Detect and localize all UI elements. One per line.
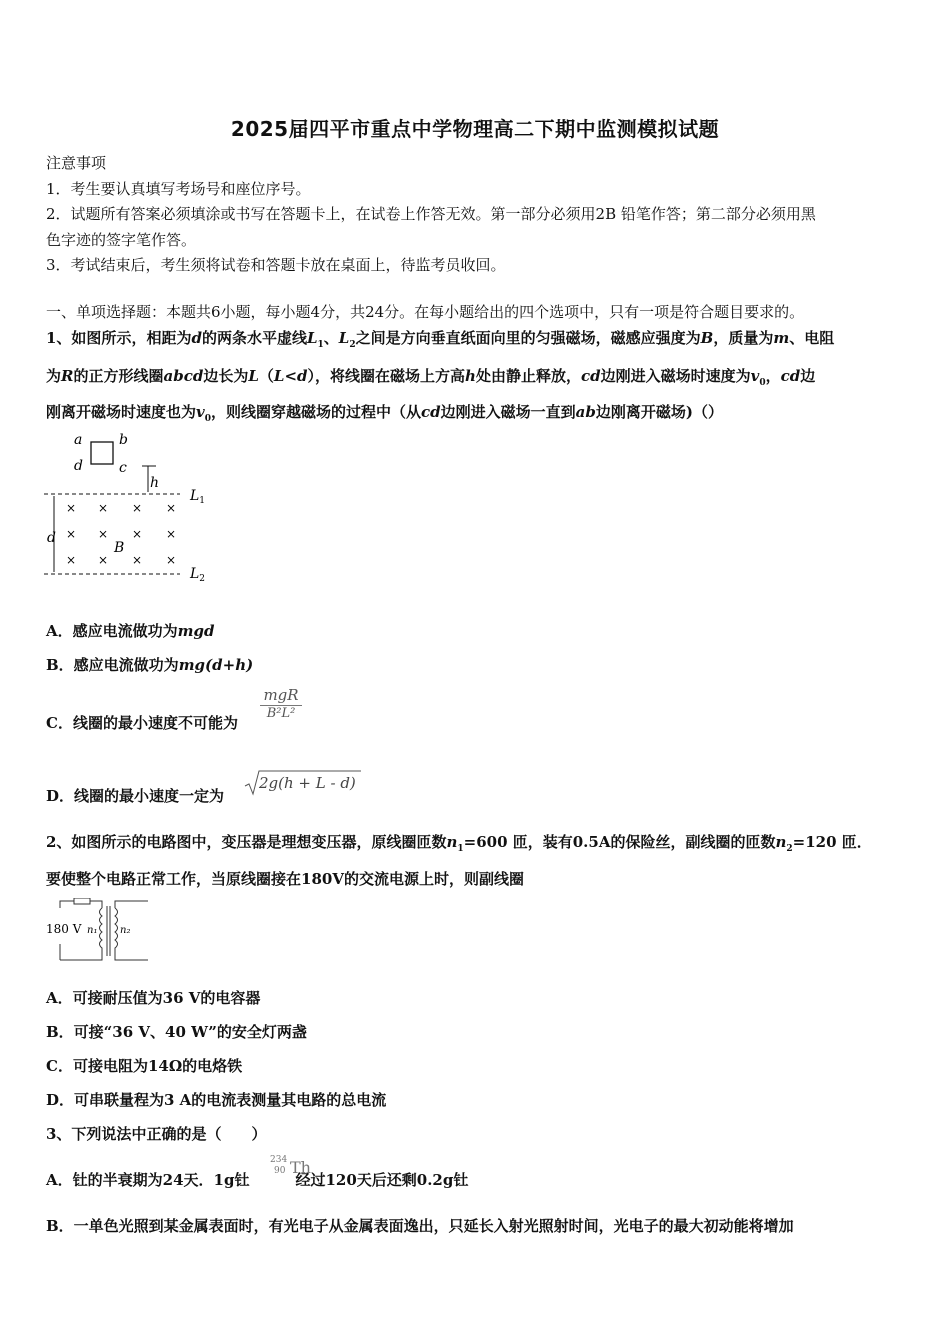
secondary-coil xyxy=(115,908,118,952)
sqrt-expression: 2g(h + L - d) xyxy=(259,774,356,792)
q1-stem-line2: 为R的正方形线圈abcd边长为L（L<d），将线圈在磁场上方高h处由静止释放，cd边刚进入磁场时速度为$v_0$，cd边 xyxy=(46,367,816,388)
magnetic-field-figure xyxy=(44,430,224,590)
label-L1: $L_1$ xyxy=(190,488,206,506)
svg-text:×: × xyxy=(66,527,77,541)
label-d: d xyxy=(74,458,83,474)
transformer-circuit-figure xyxy=(44,898,154,964)
nuclide-numbers: 234 90 xyxy=(270,1155,288,1176)
page-title: 2025届四平市重点中学物理高二下期中监测模拟试题 xyxy=(230,117,720,141)
q2-stem-line1: 2、如图所示的电路图中，变压器是理想变压器，原线圈匝数$n_1=600$ 匝，装有0.5A的保险丝，副线圈的匝数$n_2=120$ 匝． xyxy=(46,833,872,854)
svg-text:×: × xyxy=(166,527,177,541)
label-a: a xyxy=(74,432,83,448)
section-heading: 一、单项选择题：本题共6小题，每小题4分，共24分。在每小题给出的四个选项中，只有一项是符合题目要求的。 xyxy=(46,303,805,321)
q1-option-b: B．感应电流做功为mg(d+h) xyxy=(46,656,254,674)
q3-option-a: A．钍的半衰期为24天．1g钍 经过120天后还剩0.2g钍 xyxy=(46,1171,469,1189)
svg-text:×: × xyxy=(132,501,143,515)
label-b: b xyxy=(119,432,128,448)
svg-text:×: × xyxy=(132,553,143,567)
label-n1: n₁ xyxy=(87,925,98,936)
svg-text:×: × xyxy=(66,553,77,567)
q2-option-c: C．可接电阻为14Ω的电烙铁 xyxy=(46,1057,243,1075)
label-voltage: 180 V xyxy=(46,922,82,936)
svg-text:×: × xyxy=(98,501,109,515)
label-c: c xyxy=(119,460,127,476)
q1-stem-line1: 1、如图所示，相距为d的两条水平虚线$L_1$、$L_2$之间是方向垂直纸面向里的匀强磁场，磁感应强度为B，质量为m、电阻 xyxy=(46,329,835,350)
fuse xyxy=(74,898,90,904)
fraction-mgR-over-B2L2: mgR B²L² xyxy=(260,686,302,721)
label-L2: $L_2$ xyxy=(190,566,206,584)
q1-stem-line3: 刚离开磁场时速度也为$v_0$，则线圈穿越磁场的过程中（从cd边刚进入磁场一直到ab边刚离开磁场)（） xyxy=(46,403,723,424)
notice-item-3: 3．考试结束后，考生须将试卷和答题卡放在桌面上，待监考员收回。 xyxy=(46,256,506,274)
svg-text:×: × xyxy=(166,553,177,567)
label-n2: n₂ xyxy=(120,925,131,936)
q1-option-d: D．线圈的最小速度一定为 xyxy=(46,787,225,805)
q1-option-c: C．线圈的最小速度不可能为 xyxy=(46,714,238,732)
field-crosses xyxy=(66,501,176,567)
notice-item-2-cont: 色字迹的签字笔作答。 xyxy=(46,231,197,249)
label-B: B xyxy=(114,540,125,556)
notice-heading: 注意事项 xyxy=(46,154,107,172)
svg-text:×: × xyxy=(98,527,109,541)
notice-item-1: 1．考生要认真填写考场号和座位序号。 xyxy=(46,180,311,198)
label-d-gap: d xyxy=(47,530,56,546)
svg-text:×: × xyxy=(98,553,109,567)
svg-text:×: × xyxy=(166,501,177,515)
q3-option-b: B．一单色光照到某金属表面时，有光电子从金属表面逸出，只延长入射光照射时间，光电子的最大初动能将增加 xyxy=(46,1217,794,1235)
svg-text:×: × xyxy=(132,527,143,541)
svg-text:×: × xyxy=(66,501,77,515)
q1-option-a: A．感应电流做功为mgd xyxy=(46,622,215,640)
q2-option-b: B．可接“36 V、40 W”的安全灯两盏 xyxy=(46,1023,307,1041)
primary-coil xyxy=(100,908,103,952)
notice-item-2: 2．试题所有答案必须填涂或书写在答题卡上，在试卷上作答无效。第一部分必须用2B 铅笔作答；第二部分必须用黑 xyxy=(46,205,816,223)
q3-stem: 3、下列说法中正确的是（ ） xyxy=(46,1125,267,1143)
q2-option-d: D．可串联量程为3 A的电流表测量其电路的总电流 xyxy=(46,1091,387,1109)
q2-stem-line2: 要使整个电路正常工作，当原线圈接在180V的交流电源上时，则副线圈 xyxy=(46,870,524,888)
coil-square xyxy=(91,442,113,464)
label-h: h xyxy=(150,475,160,491)
q2-option-a: A．可接耐压值为36 V的电容器 xyxy=(46,989,261,1007)
nuclide-symbol: Th xyxy=(290,1158,311,1177)
